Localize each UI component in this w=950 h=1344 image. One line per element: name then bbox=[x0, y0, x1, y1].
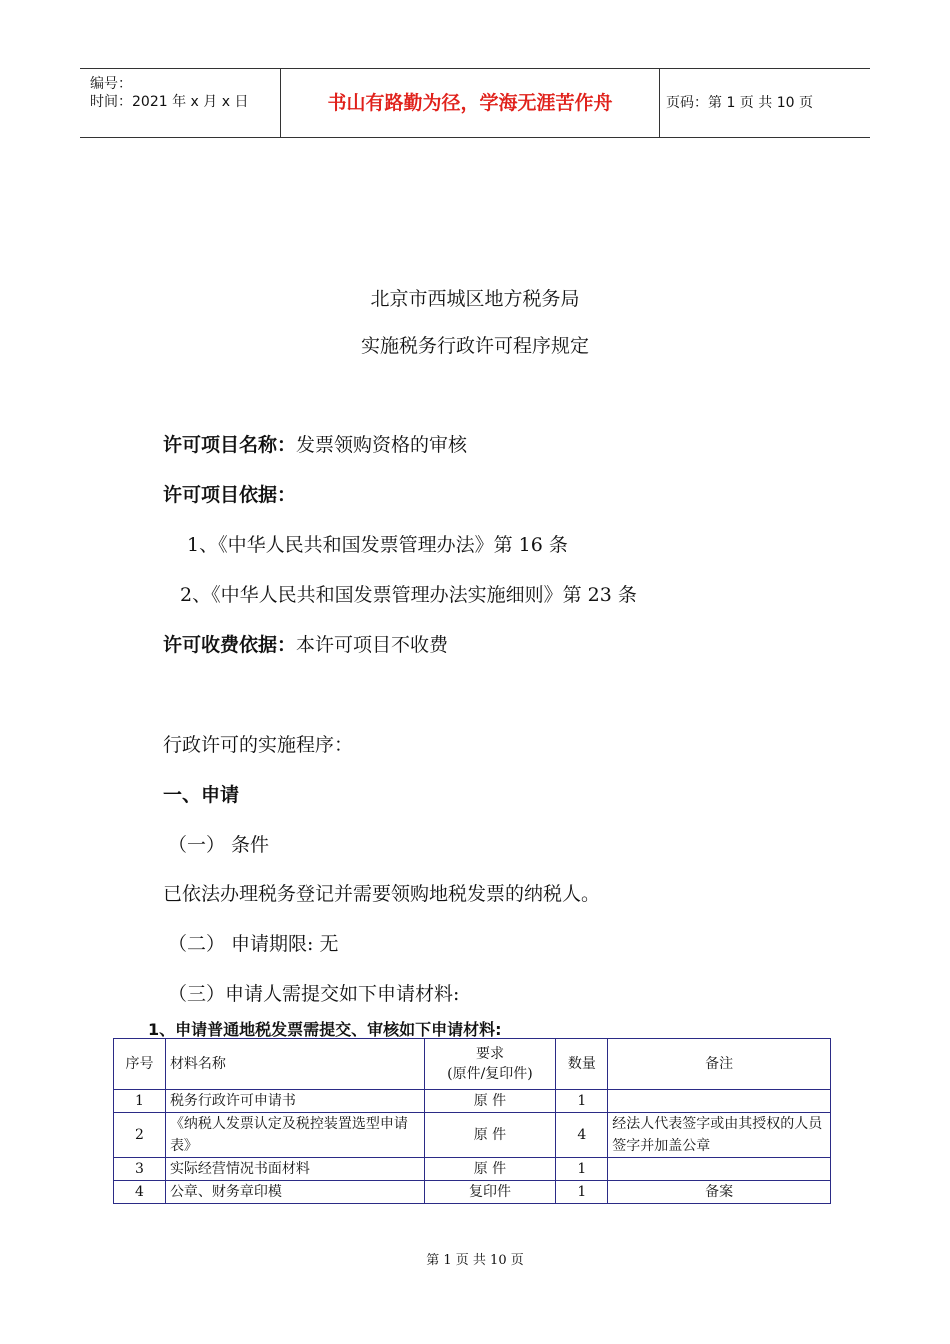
table-header-row bbox=[114, 1039, 831, 1090]
cell-qty: 4 bbox=[556, 1113, 608, 1158]
item-name-label: 许可项目名称： bbox=[163, 434, 297, 456]
header-requirement-line2: (原件/复印件) bbox=[447, 1066, 533, 1082]
cell-no: 3 bbox=[114, 1158, 166, 1181]
cell-name: 《纳税人发票认定及税控装置选型申请表》 bbox=[165, 1113, 424, 1158]
table-row bbox=[114, 1181, 831, 1204]
cell-name: 实际经营情况书面材料 bbox=[165, 1158, 424, 1181]
basis-item-1: 1、《中华人民共和国发票管理办法》第 16 条 bbox=[187, 534, 568, 556]
table-row bbox=[114, 1113, 831, 1158]
cell-note bbox=[608, 1158, 831, 1181]
table-row bbox=[114, 1090, 831, 1113]
fee-row bbox=[163, 630, 448, 657]
document-title-line2: 实施税务行政许可程序规定 bbox=[360, 335, 589, 357]
item-name-value: 发票领购资格的审核 bbox=[296, 434, 468, 456]
table-row bbox=[114, 1158, 831, 1181]
subsection-deadline: （二） 申请期限: 无 bbox=[168, 933, 339, 955]
cell-note: 经法人代表签字或由其授权的人员签字并加盖公章 bbox=[608, 1113, 831, 1158]
basis-item-2: 2、《中华人民共和国发票管理办法实施细则》第 23 条 bbox=[180, 584, 637, 606]
cell-qty: 1 bbox=[556, 1181, 608, 1204]
header-page-label: 页码：第 1 页 共 10 页 bbox=[666, 95, 813, 111]
header-meta bbox=[80, 69, 281, 137]
fee-value: 本许可项目不收费 bbox=[296, 634, 449, 656]
cell-qty: 1 bbox=[556, 1090, 608, 1113]
cell-no: 4 bbox=[114, 1181, 166, 1204]
cell-name: 税务行政许可申请书 bbox=[165, 1090, 424, 1113]
section-heading-apply: 一、申请 bbox=[163, 784, 240, 806]
cell-no: 2 bbox=[114, 1113, 166, 1158]
materials-table bbox=[113, 1038, 831, 1204]
header-requirement-line1: 要求 bbox=[475, 1046, 504, 1062]
basis-label: 许可项目依据： bbox=[163, 484, 297, 506]
page-footer: 第 1 页 共 10 页 bbox=[426, 1253, 524, 1268]
document-title-line1: 北京市西城区地方税务局 bbox=[370, 288, 580, 310]
header-note: 备注 bbox=[608, 1039, 831, 1090]
procedure-heading: 行政许可的实施程序： bbox=[163, 734, 354, 756]
subsection-materials: （三）申请人需提交如下申请材料: bbox=[168, 983, 460, 1005]
number-label: 编号： bbox=[90, 76, 132, 92]
cell-note: 备案 bbox=[608, 1181, 831, 1204]
cell-requirement: 复印件 bbox=[424, 1181, 556, 1204]
header-motto: 书山有路勤为径，学海无涯苦作舟 bbox=[281, 69, 660, 137]
header-requirement bbox=[424, 1039, 556, 1090]
header-no: 序号 bbox=[114, 1039, 166, 1090]
fee-label: 许可收费依据： bbox=[163, 634, 297, 656]
condition-text: 已依法办理税务登记并需要领购地税发票的纳税人。 bbox=[163, 883, 601, 905]
cell-note bbox=[608, 1090, 831, 1113]
cell-qty: 1 bbox=[556, 1158, 608, 1181]
subsection-condition: （一） 条件 bbox=[168, 834, 270, 856]
cell-requirement: 原 件 bbox=[424, 1158, 556, 1181]
item-name-row bbox=[163, 430, 467, 457]
cell-name: 公章、财务章印模 bbox=[165, 1181, 424, 1204]
table-caption: 1、申请普通地税发票需提交、审核如下申请材料: bbox=[148, 1020, 502, 1039]
time-label: 时间：2021 年 x 月 x 日 bbox=[90, 94, 249, 110]
cell-no: 1 bbox=[114, 1090, 166, 1113]
cell-requirement: 原 件 bbox=[424, 1113, 556, 1158]
header-qty: 数量 bbox=[556, 1039, 608, 1090]
page-header bbox=[80, 68, 870, 138]
cell-requirement: 原 件 bbox=[424, 1090, 556, 1113]
header-name: 材料名称 bbox=[165, 1039, 424, 1090]
